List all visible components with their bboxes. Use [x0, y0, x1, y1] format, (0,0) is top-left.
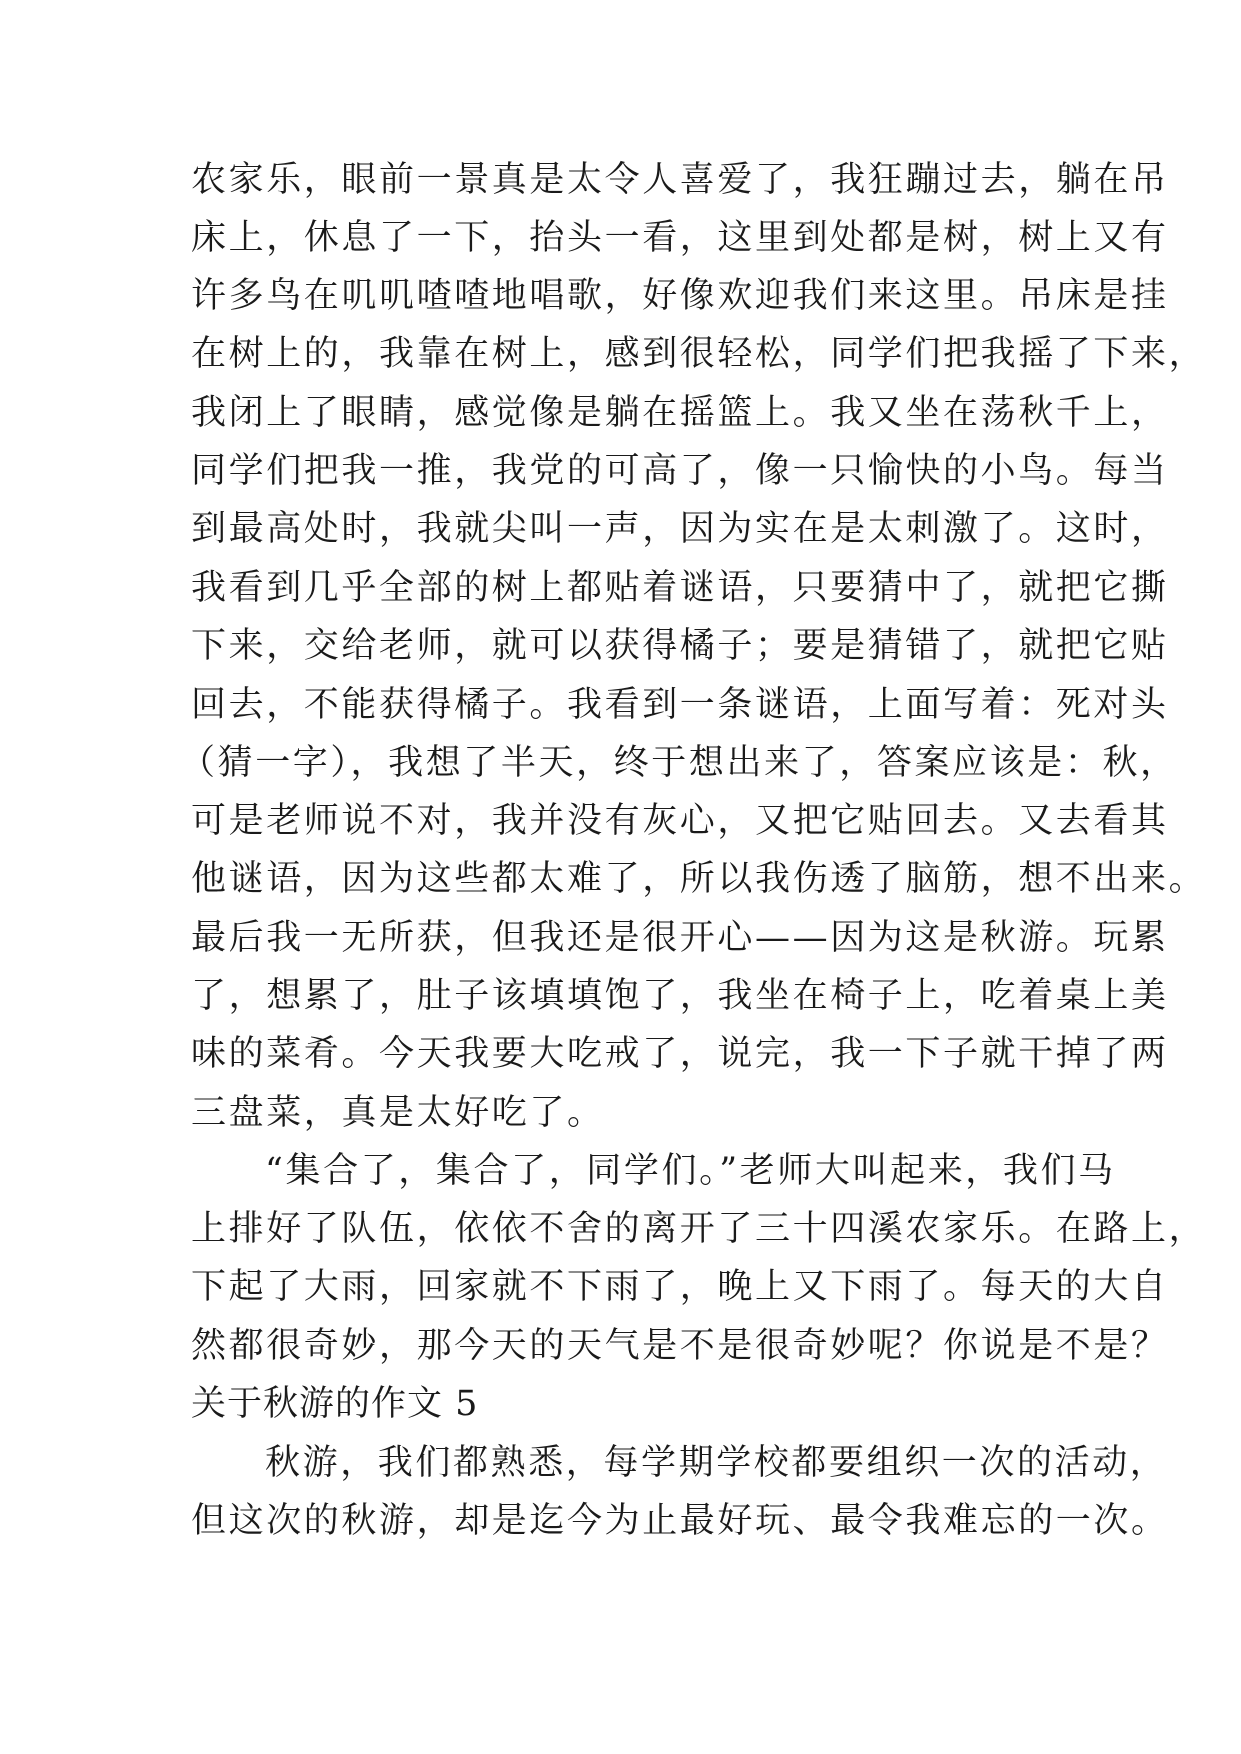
paragraph-first-line: 秋游，我们都熟悉，每学期学校都要组织一次的活动， — [265, 1443, 1168, 1483]
text-line: 回去，不能获得橘子。我看到一条谜语，上面写着：死对头 — [191, 685, 1169, 725]
paragraph-first-line: “集合了，集合了，同学们。”老师大叫起来，我们马 — [265, 1151, 1116, 1191]
text-line: 最后我一无所获，但我还是很开心——因为这是秋游。玩累 — [191, 918, 1169, 958]
text-line: 下起了大雨，回家就不下雨了，晚上又下雨了。每天的大自 — [191, 1267, 1169, 1307]
text-line: 我看到几乎全部的树上都贴着谜语，只要猜中了，就把它撕 — [191, 568, 1169, 608]
text-line: 许多鸟在叽叽喳喳地唱歌，好像欢迎我们来这里。吊床是挂 — [191, 276, 1169, 316]
text-line: 了，想累了，肚子该填填饱了，我坐在椅子上，吃着桌上美 — [191, 976, 1169, 1016]
text-line: 到最高处时，我就尖叫一声，因为实在是太刺激了。这时， — [191, 509, 1169, 549]
text-line: 味的菜肴。今天我要大吃戒了，说完，我一下子就干掉了两 — [191, 1034, 1169, 1074]
text-line: 上排好了队伍，依依不舍的离开了三十四溪农家乐。在路上， — [191, 1209, 1207, 1249]
section-heading: 关于秋游的作文 5 — [191, 1384, 479, 1424]
text-line: 在树上的，我靠在树上，感到很轻松，同学们把我摇了下来， — [191, 334, 1207, 374]
text-line: （猜一字），我想了半天，终于想出来了，答案应该是：秋， — [180, 743, 1178, 783]
text-line: 但这次的秋游，却是迄今为止最好玩、最令我难忘的一次。 — [191, 1501, 1169, 1541]
text-line: 下来，交给老师，就可以获得橘子；要是猜错了，就把它贴 — [191, 626, 1169, 666]
text-line: 农家乐，眼前一景真是太令人喜爱了，我狂蹦过去，躺在吊 — [191, 160, 1169, 200]
text-line: 床上，休息了一下，抬头一看，这里到处都是树，树上又有 — [191, 218, 1169, 258]
text-line: 然都很奇妙，那今天的天气是不是很奇妙呢？你说是不是？ — [191, 1326, 1169, 1366]
text-line: 三盘菜，真是太好吃了。 — [191, 1093, 605, 1133]
text-line: 可是老师说不对，我并没有灰心，又把它贴回去。又去看其 — [191, 801, 1169, 841]
text-line: 他谜语，因为这些都太难了，所以我伤透了脑筋，想不出来。 — [191, 859, 1207, 899]
text-line: 同学们把我一推，我党的可高了，像一只愉快的小鸟。每当 — [191, 451, 1169, 491]
text-line: 我闭上了眼睛，感觉像是躺在摇篮上。我又坐在荡秋千上， — [191, 393, 1169, 433]
